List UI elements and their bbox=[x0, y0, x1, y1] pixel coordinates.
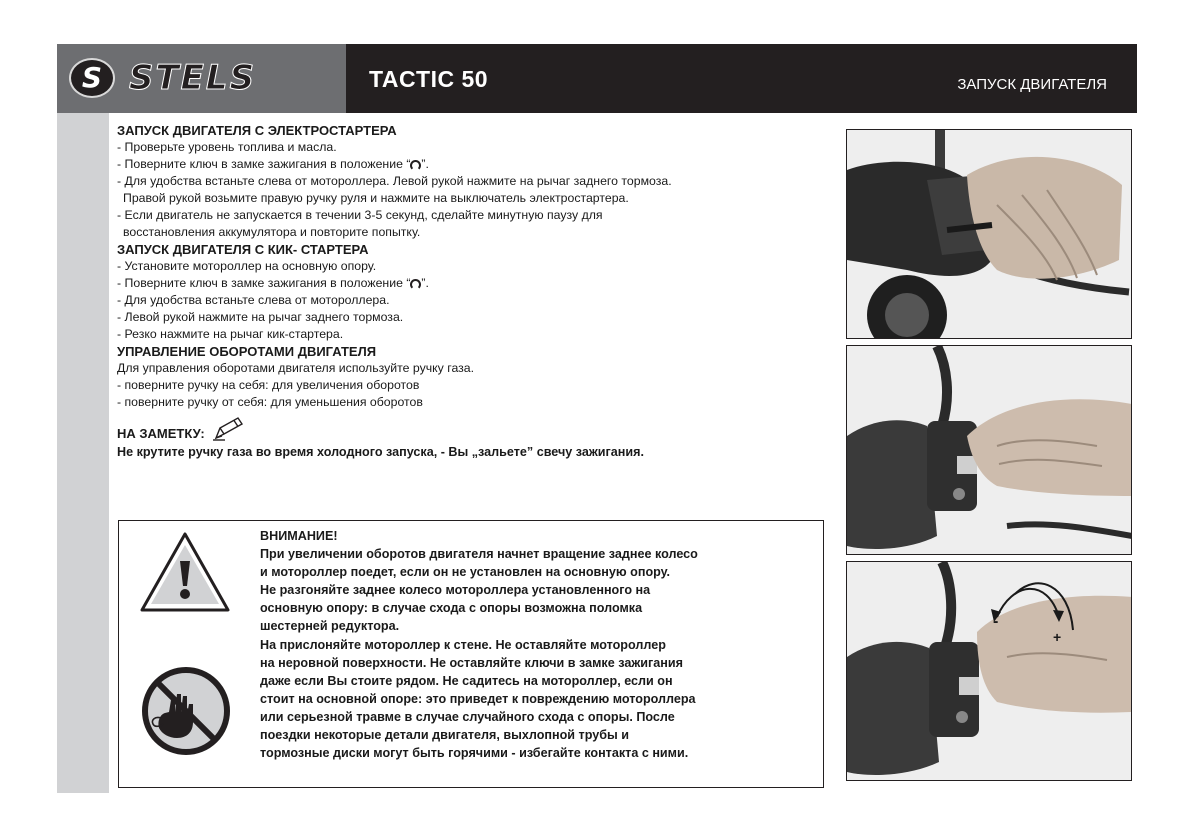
note-title: НА ЗАМЕТКУ: bbox=[117, 426, 205, 441]
warning-text bbox=[260, 527, 816, 762]
section-title: ЗАПУСК ДВИГАТЕЛЯ bbox=[957, 76, 1107, 93]
logo-wordmark: STELS bbox=[129, 58, 257, 98]
key-position-icon bbox=[410, 279, 421, 290]
instruction-line: - Поверните ключ в замке зажигания в положение “ ”. bbox=[117, 157, 429, 171]
photo-illustration bbox=[847, 346, 1132, 555]
instruction-line: - Если двигатель не запускается в течении 3-5 секунд, сделайте минутную паузу для bbox=[117, 208, 603, 222]
warning-line: шестерней редуктора. bbox=[260, 619, 400, 634]
warning-icons bbox=[119, 521, 251, 787]
warning-line: стоит на основной опоре: это приведет к повреждению мотороллера bbox=[260, 691, 696, 706]
warning-line: При увеличении оборотов двигателя начнет вращение заднее колесо bbox=[260, 547, 698, 562]
key-position-icon bbox=[410, 160, 421, 171]
warning-line: тормозные диски могут быть горячими - избегайте контакта с ними. bbox=[260, 746, 689, 761]
instruction-line: - Левой рукой нажмите на рычаг заднего тормоза. bbox=[117, 310, 404, 324]
instruction-line: - Резко нажмите на рычаг кик-стартера. bbox=[117, 327, 344, 341]
note-heading bbox=[117, 416, 839, 442]
warning-line: или серьезной травме в случае случайного схода с опоры. После bbox=[260, 709, 675, 724]
instruction-line: - поверните ручку на себя: для увеличения оборотов bbox=[117, 378, 420, 392]
instruction-line: - Для удобства встаньте слева от мотороллера. bbox=[117, 293, 390, 307]
instruction-line: Для управления оборотами двигателя используйте ручку газа. bbox=[117, 361, 475, 375]
minus-label: - bbox=[993, 613, 999, 630]
warning-box bbox=[118, 520, 824, 788]
plus-label: + bbox=[1053, 629, 1062, 645]
warning-line: Не разгоняйте заднее колесо мотороллера установленного на bbox=[260, 583, 651, 598]
warning-line: На прислоняйте мотороллер к стене. Не оставляйте мотороллер bbox=[260, 637, 666, 652]
left-margin-bar bbox=[57, 113, 109, 793]
page-header bbox=[57, 44, 1137, 113]
note-text: Не крутите ручку газа во время холодного запуска, - Вы „зальете” свечу зажигания. bbox=[117, 445, 644, 459]
logo-mark: S bbox=[69, 58, 115, 98]
section-heading: ЗАПУСК ДВИГАТЕЛЯ С КИК- СТАРТЕРА bbox=[117, 242, 369, 257]
photo-illustration bbox=[847, 562, 1132, 781]
instruction-line: - Проверьте уровень топлива и масла. bbox=[117, 140, 337, 154]
no-touch-icon bbox=[141, 666, 231, 756]
instruction-line: - Установите мотороллер на основную опору. bbox=[117, 259, 377, 273]
stels-logo bbox=[57, 44, 346, 113]
photo-throttle-grip bbox=[846, 345, 1132, 555]
instruction-line: восстановления аккумулятора и повторите попытку. bbox=[123, 225, 421, 239]
pencil-icon bbox=[211, 416, 245, 442]
instructions-text bbox=[117, 122, 839, 461]
warning-title: ВНИМАНИЕ! bbox=[260, 529, 338, 543]
instruction-line: - поверните ручку от себя: для уменьшения оборотов bbox=[117, 395, 423, 409]
instruction-line: - Для удобства встаньте слева от мотороллера. Левой рукой нажмите на рычаг заднего тормоза. bbox=[117, 174, 672, 188]
section-heading: УПРАВЛЕНИЕ ОБОРОТАМИ ДВИГАТЕЛЯ bbox=[117, 344, 377, 359]
warning-line: и мотороллер поедет, если он не установлен на основную опору. bbox=[260, 565, 671, 580]
photo-brake-lever bbox=[846, 129, 1132, 339]
warning-line: даже если Вы стоите рядом. Не садитесь на мотороллер, если он bbox=[260, 673, 673, 688]
photo-illustration bbox=[847, 130, 1132, 339]
instruction-line: - Поверните ключ в замке зажигания в положение “ ”. bbox=[117, 276, 429, 290]
warning-line: поездки некоторые детали двигателя, выхлопной трубы и bbox=[260, 728, 630, 743]
instruction-line: Правой рукой возьмите правую ручку руля и нажмите на выключатель электростартера. bbox=[123, 191, 629, 205]
photo-throttle-rotation bbox=[846, 561, 1132, 781]
warning-triangle-icon bbox=[139, 531, 231, 613]
section-heading: ЗАПУСК ДВИГАТЕЛЯ С ЭЛЕКТРОСТАРТЕРА bbox=[117, 123, 397, 138]
model-title: TACTIC 50 bbox=[369, 66, 489, 92]
warning-line: на неровной поверхности. Не оставляйте ключи в замке зажигания bbox=[260, 655, 683, 670]
warning-line: основную опору: в случае схода с опоры возможна поломка bbox=[260, 601, 643, 616]
